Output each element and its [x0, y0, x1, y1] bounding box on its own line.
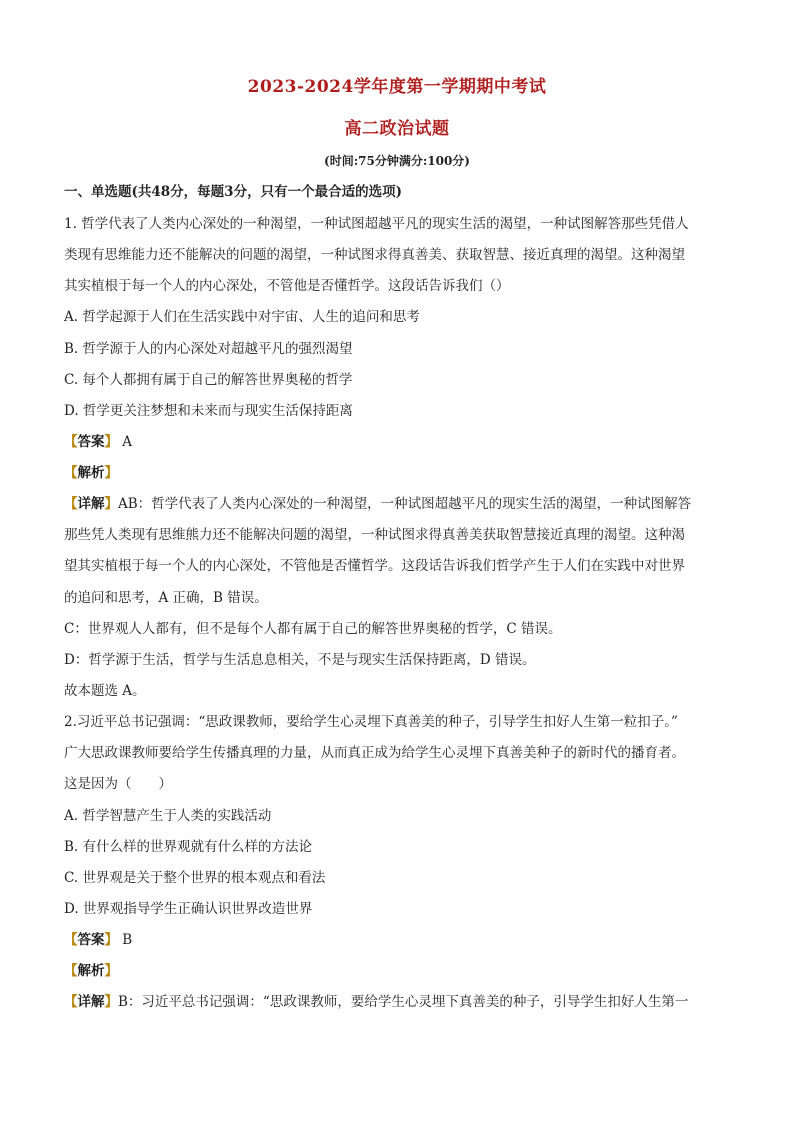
bracket-open: 【 [64, 496, 78, 512]
bracket-open: 【 [64, 994, 78, 1010]
q2-answer-row [64, 931, 736, 949]
q2-option-d: D. 世界观指导学生正确认识世界改造世界 [64, 901, 313, 917]
bracket-close: 】 [104, 496, 118, 512]
q1-stem-line: 类现有思维能力还不能解决的问题的渴望，一种试图求得真善美、获取智慧、接近真理的渴望。这种渴望 [64, 247, 685, 263]
detail-label: 详解 [77, 994, 105, 1010]
bracket-open: 【 [64, 465, 78, 481]
bracket-open: 【 [64, 963, 78, 979]
q1-stem-line: 其实植根于每一个人的内心深处，不管他是否懂哲学。这段话告诉我们（） [64, 278, 510, 294]
exam-subtitle: 高二政治试题 [344, 119, 450, 139]
analysis-label: 解析 [77, 465, 105, 481]
exam-meta: (时间:75分钟满分:100分) [324, 154, 470, 168]
q1-detail-line: 那些凭人类现有思维熊力还不能解决问题的渴望，一种试图求得真善美获取智慧接近真理的渴望。这种渴 [64, 527, 685, 543]
bracket-close: 】 [104, 963, 118, 979]
bracket-close: 】 [104, 994, 118, 1010]
q1-answer-row [64, 433, 736, 451]
q2-stem-line: 广大思政课教师要给学生传播真理的力量，从而真正成为给学生心灵埋下真善美种子的新时代的播育者。 [64, 745, 685, 761]
q2-detail-line [64, 993, 736, 1011]
q1-detail-line: 望其实植根于每一个人的内心深处，不管他是否懂哲学。这段话告诉我们哲学产生于人们在实践中对世界 [64, 558, 685, 574]
q1-analysis-row [64, 464, 736, 482]
q2-option-a: A. 哲学智慧产生于人类的实践活动 [64, 808, 272, 824]
answer-label: 答案 [77, 434, 105, 450]
bracket-close: 】 [104, 932, 118, 948]
q1-stem-line: 1. 哲学代表了人类内心深处的一种渴望，一种试图超越平凡的现实生活的渴望，一种试图解答那些凭借人 [64, 216, 689, 232]
detail-label: 详解 [77, 496, 105, 512]
answer-label: 答案 [77, 932, 105, 948]
bracket-open: 【 [64, 434, 78, 450]
q2-stem-line: 2.习近平总书记强调：“思政课教师，要给学生心灵埋下真善美的种子，引导学生扣好人生第一粒扣子。” [64, 714, 678, 730]
q1-detail-line: C：世界观人人都有，但不是每个人都有属于自己的解答世界奥秘的哲学，C 错误。 [64, 621, 562, 637]
bracket-close: 】 [104, 465, 118, 481]
q1-option-b: B. 哲学源于人的内心深处对超越平凡的强烈渴望 [64, 341, 353, 357]
detail-text: B：习近平总书记强调：“思政课教师，要给学生心灵埋下真善美的种子，引导学生扣好人生第一 [118, 994, 689, 1010]
bracket-close: 】 [104, 434, 118, 450]
section-heading: 一、单选题(共48分，每题3分，只有一个最合适的选项) [64, 184, 402, 200]
q2-option-b: B. 有什么样的世界观就有什么样的方法论 [64, 839, 313, 855]
q2-stem-line: 这是因为（ ） [64, 776, 172, 792]
q1-detail-line: 故本题选 A。 [64, 683, 146, 699]
q1-option-a: A. 哲学起源于人们在生活实践中对宇宙、人生的追问和思考 [64, 309, 420, 325]
q1-detail-line: 的追问和思考，A 正确，B 错误。 [64, 590, 268, 606]
q1-option-d: D. 哲学更关注梦想和未来而与现实生活保持距离 [64, 403, 353, 419]
answer-value: B [122, 932, 133, 948]
answer-value: A [122, 434, 133, 450]
analysis-label: 解析 [77, 963, 105, 979]
q1-detail-line: D：哲学源于生活，哲学与生活息息相关，不是与现实生活保持距离，D 错误。 [64, 652, 536, 668]
q2-analysis-row [64, 962, 736, 980]
exam-title: 2023-2024学年度第一学期期中考试 [247, 77, 547, 97]
q1-detail-line [64, 495, 736, 513]
detail-text: AB：哲学代表了人类内心深处的一种渴望，一种试图超越平凡的现实生活的渴望，一种试图解答 [118, 496, 692, 512]
q2-option-c: C. 世界观是关于整个世界的根本观点和看法 [64, 870, 326, 886]
q1-option-c: C. 每个人都拥有属于自己的解答世界奥秘的哲学 [64, 372, 353, 388]
bracket-open: 【 [64, 932, 78, 948]
